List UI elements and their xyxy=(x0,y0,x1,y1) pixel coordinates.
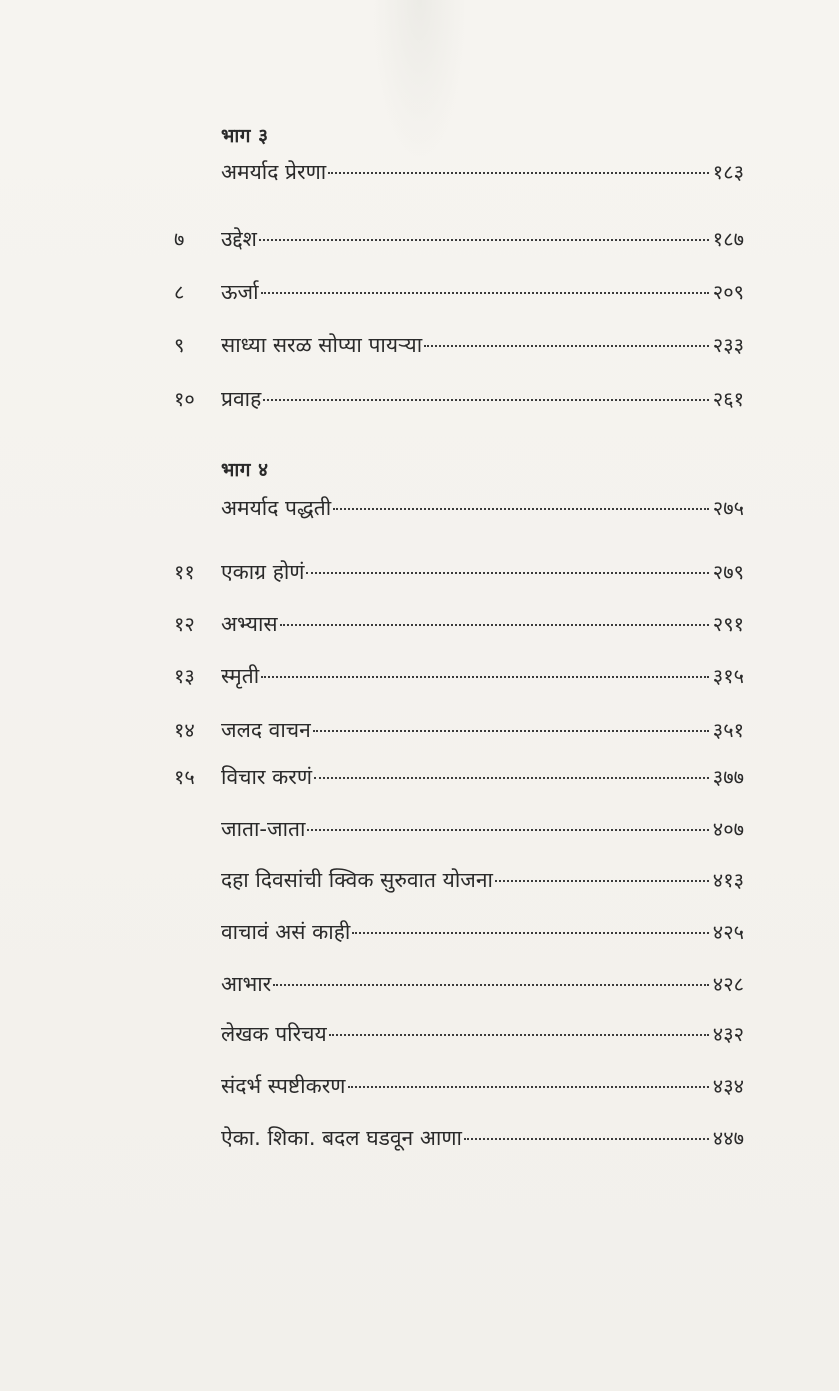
toc-entry[interactable] xyxy=(174,278,744,312)
dot-leader xyxy=(307,829,708,831)
toc-entry[interactable] xyxy=(174,866,744,900)
dot-leader xyxy=(261,292,709,294)
toc-entry[interactable] xyxy=(174,918,744,952)
toc-entry[interactable] xyxy=(174,225,744,259)
page-number: २६१ xyxy=(712,387,744,411)
entry-title: अमर्याद पद्धती xyxy=(221,496,332,520)
page-number: २३३ xyxy=(712,333,744,357)
dot-leader xyxy=(263,399,709,401)
page-number: ३७७ xyxy=(712,765,744,789)
dot-leader xyxy=(464,1138,709,1140)
toc-entry[interactable] xyxy=(174,331,744,365)
entry-title: आभार xyxy=(221,972,272,996)
dot-leader xyxy=(261,676,709,678)
chapter-number: १३ xyxy=(174,664,195,688)
chapter-number: १५ xyxy=(174,765,195,789)
entry-title: जाता-जाता xyxy=(221,817,306,841)
dot-leader xyxy=(306,572,708,574)
toc-entry[interactable] xyxy=(174,763,744,797)
entry-title: अमर्याद प्रेरणा xyxy=(221,160,327,184)
entry-title: उद्देश xyxy=(221,227,257,251)
page-number: २७९ xyxy=(712,560,744,584)
toc-entry[interactable] xyxy=(174,662,744,696)
dot-leader xyxy=(495,880,709,882)
entry-title: अभ्यास xyxy=(221,612,278,636)
page-number: ४०७ xyxy=(712,817,744,841)
toc-entry[interactable] xyxy=(174,385,744,419)
toc-entry[interactable] xyxy=(174,610,744,644)
dot-leader xyxy=(328,172,709,174)
page-number: ३१५ xyxy=(712,664,744,688)
page-number: ४२५ xyxy=(712,920,744,944)
dot-leader xyxy=(424,345,709,347)
chapter-number: ११ xyxy=(174,560,195,584)
page-number: ३५१ xyxy=(712,718,744,742)
entry-title: ऊर्जा xyxy=(221,280,259,304)
part-heading: भाग ४ xyxy=(221,459,269,481)
toc-entry[interactable] xyxy=(174,1124,744,1158)
page-number: ४४७ xyxy=(712,1126,744,1150)
toc-entry[interactable] xyxy=(174,158,744,192)
part-heading: भाग ३ xyxy=(221,125,269,147)
chapter-number: १४ xyxy=(174,718,195,742)
entry-title: लेखक परिचय xyxy=(221,1022,327,1046)
chapter-number: १२ xyxy=(174,612,195,636)
entry-title: विचार करणं xyxy=(221,765,313,789)
entry-title: साध्या सरळ सोप्या पायऱ्या xyxy=(221,333,423,357)
dot-leader xyxy=(352,932,708,934)
dot-leader xyxy=(280,624,709,626)
entry-title: वाचावं असं काही xyxy=(221,920,351,944)
toc-entry[interactable] xyxy=(174,970,744,1004)
dot-leader xyxy=(313,730,709,732)
page-number: ४१३ xyxy=(712,868,744,892)
toc-entry[interactable] xyxy=(174,558,744,592)
entry-title: प्रवाह xyxy=(221,387,262,411)
entry-title: जलद वाचन xyxy=(221,718,311,742)
page-number: २०९ xyxy=(712,280,744,304)
dot-leader xyxy=(329,1034,709,1036)
dot-leader xyxy=(333,508,709,510)
toc-entry[interactable] xyxy=(174,494,744,528)
entry-title: एकाग्र होणं xyxy=(221,560,305,584)
entry-title: दहा दिवसांची क्विक सुरुवात योजना xyxy=(221,868,493,892)
entry-title: स्मृती xyxy=(221,664,260,688)
page-number: १८७ xyxy=(712,227,744,251)
chapter-number: ८ xyxy=(174,280,185,304)
dot-leader xyxy=(348,1086,709,1088)
page-number: २९१ xyxy=(712,612,744,636)
dot-leader xyxy=(314,777,709,779)
page-number: ४३४ xyxy=(712,1074,744,1098)
dot-leader xyxy=(273,984,709,986)
toc-entry[interactable] xyxy=(174,815,744,849)
toc-entry[interactable] xyxy=(174,1020,744,1054)
page-number: १८३ xyxy=(712,160,744,184)
chapter-number: ७ xyxy=(174,227,185,251)
chapter-number: १० xyxy=(174,387,195,411)
entry-title: ऐका. शिका. बदल घडवून आणा xyxy=(221,1126,462,1150)
page-number: ४२८ xyxy=(712,972,744,996)
page-number: २७५ xyxy=(712,496,744,520)
toc-entry[interactable] xyxy=(174,1072,744,1106)
page-number: ४३२ xyxy=(712,1022,744,1046)
chapter-number: ९ xyxy=(174,333,185,357)
toc-entry[interactable] xyxy=(174,716,744,750)
dot-leader xyxy=(259,239,709,241)
entry-title: संदर्भ स्पष्टीकरण xyxy=(221,1074,346,1098)
